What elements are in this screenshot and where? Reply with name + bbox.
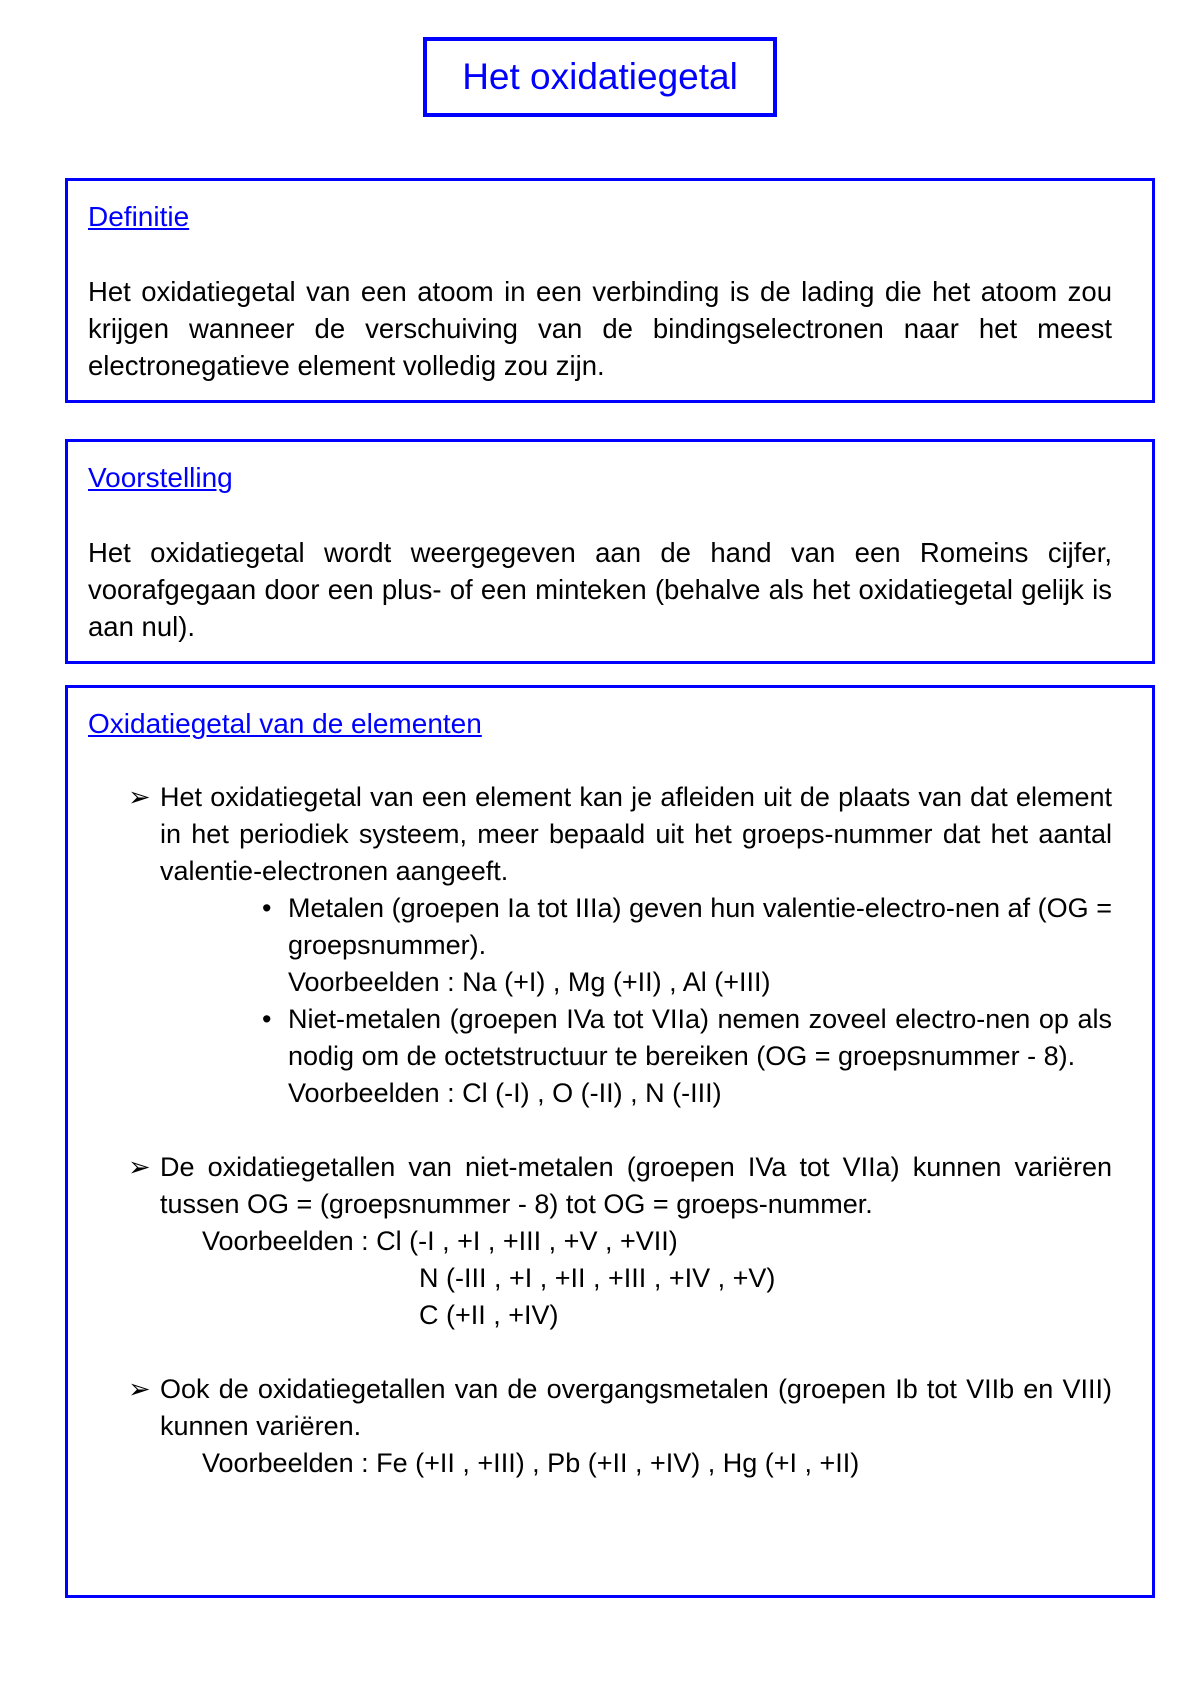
section-heading-elementen: Oxidatiegetal van de elementen <box>88 708 482 739</box>
examples-text: Voorbeelden : Fe (+II , +III) , Pb (+II , +IV) , Hg (+I , +II) <box>202 1448 860 1478</box>
sub-list-item-niet-metalen <box>88 1001 1112 1112</box>
examples-text: Voorbeelden : Na (+I) , Mg (+II) , Al (+III) <box>288 967 771 997</box>
section-definitie <box>65 178 1155 403</box>
sub-list-item-text: Niet-metalen (groepen IVa tot VIIa) nemen zoveel electro-nen op als nodig om de octetstructuur te bereiken (OG = groepsnummer - 8). <box>288 1004 1112 1071</box>
examples-text: C (+II , +IV) <box>419 1300 559 1330</box>
list-item-2 <box>88 1149 1112 1223</box>
section-heading-definitie: Definitie <box>88 201 190 232</box>
list-item-text: Het oxidatiegetal van een element kan je afleiden uit de plaats van dat element in het periodiek systeem, meer bepaald uit het groeps-nummer dat het aantal valentie-electronen aangeeft. <box>160 782 1112 886</box>
sub-list-item-metalen <box>88 890 1112 1001</box>
examples-text: N (-III , +I , +II , +III , +IV , +V) <box>419 1263 776 1293</box>
arrow-bullet-icon: ➢ <box>128 1152 151 1182</box>
arrow-bullet-icon: ➢ <box>128 782 151 812</box>
section-text-voorstelling: Het oxidatiegetal wordt weergegeven aan de hand van een Romeins cijfer, voorafgegaan door een plus- of een minteken (behalve als het oxidatiegetal gelijk is aan nul). <box>88 537 1112 642</box>
section-text-definitie: Het oxidatiegetal van een atoom in een verbinding is de lading die het atoom zou krijgen wanneer de verschuiving van de bindingselectronen naar het meest electronegatieve element volledig zou zijn. <box>88 276 1112 381</box>
list-item-text: De oxidatiegetallen van niet-metalen (groepen IVa tot VIIa) kunnen variëren tussen OG = (groepsnummer - 8) tot OG = groeps-nummer. <box>160 1152 1112 1219</box>
bullet-icon: • <box>262 1004 272 1034</box>
list-item-text: Ook de oxidatiegetallen van de overgangsmetalen (groepen Ib tot VIIb en VIII) kunnen variëren. <box>160 1374 1112 1441</box>
sub-list-item-text: Metalen (groepen Ia tot IIIa) geven hun valentie-electro-nen af (OG = groepsnummer). <box>288 893 1112 960</box>
examples-text: Voorbeelden : Cl (-I , +I , +III , +V , +VII) <box>202 1226 678 1256</box>
arrow-bullet-icon: ➢ <box>128 1374 151 1404</box>
examples-text: Voorbeelden : Cl (-I) , O (-II) , N (-III) <box>288 1078 722 1108</box>
section-heading-voorstelling: Voorstelling <box>88 462 233 493</box>
section-voorstelling <box>65 439 1155 664</box>
page-title: Het oxidatiegetal <box>423 37 777 117</box>
section-oxidatiegetal-elementen <box>65 685 1155 1598</box>
bullet-icon: • <box>262 893 272 923</box>
list-item-1 <box>88 779 1112 890</box>
list-item-3 <box>88 1371 1112 1445</box>
